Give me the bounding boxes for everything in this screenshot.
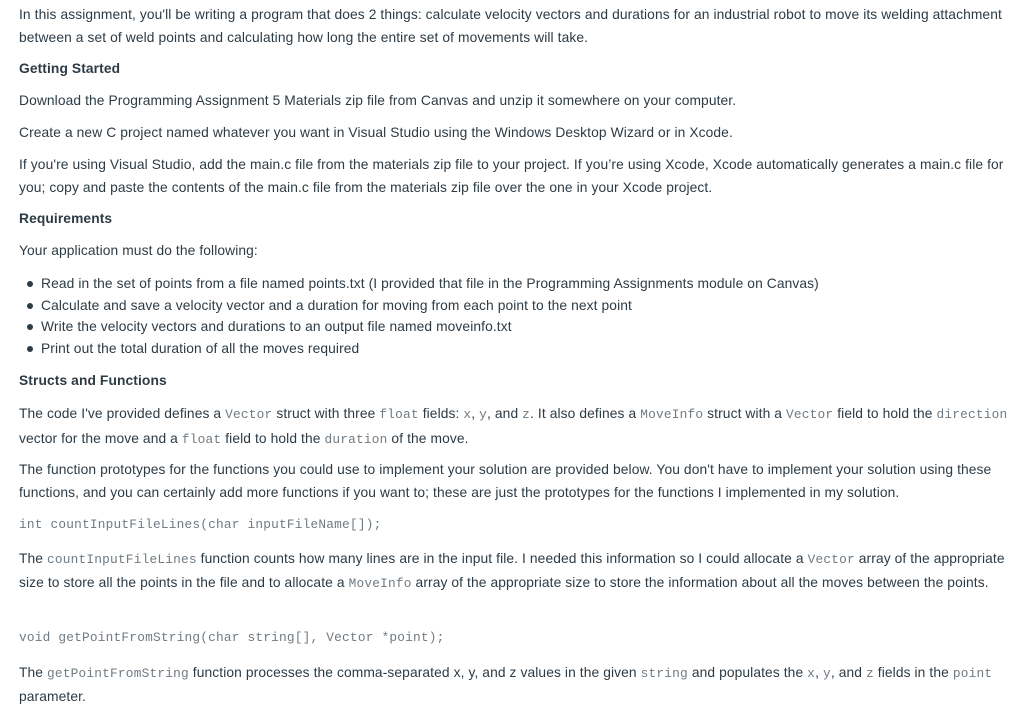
text: struct with three <box>272 406 380 421</box>
text: and populates the <box>687 665 808 680</box>
code-point: point <box>952 666 993 681</box>
code-direction: direction <box>936 407 1008 422</box>
prototypes-paragraph: The function prototypes for the functions you could use to implement your solution are provided below. You don't have to implement your solution using these functions, and you can certainly add more functions if you want to; these are just the prototypes for the functions I implemented in my solution. <box>19 462 992 500</box>
text: , <box>471 406 480 421</box>
code-z: z <box>865 666 874 681</box>
text: fields: <box>418 406 464 421</box>
code-count-input-file-lines: countInputFileLines <box>47 552 197 567</box>
text: struct with a <box>703 406 787 421</box>
text: , <box>815 665 823 680</box>
requirements-heading: Requirements <box>19 211 113 226</box>
code-vector: Vector <box>225 407 273 422</box>
code-z: z <box>522 407 531 422</box>
text: field to hold the <box>221 430 325 446</box>
code-float: float <box>379 407 419 422</box>
text: function counts how many lines are in the input file. I needed this information so I could allocate a <box>196 551 808 566</box>
code-x: x <box>463 407 472 422</box>
list-item: Calculate and save a velocity vector and a duration for moving from each point to the next point <box>19 295 1009 317</box>
code-y: y <box>822 666 831 681</box>
text: array of the appropriate size to store all the points in the file and to allocate a <box>19 551 1005 591</box>
text: The <box>19 551 48 566</box>
text: parameter. <box>19 689 86 705</box>
code-get-point-from-string: getPointFromString <box>47 666 189 681</box>
text: fields in the <box>873 665 953 680</box>
create-project-paragraph: Create a new C project named whatever you want in Visual Studio using the Windows Desktop Wizard or in Xcode. <box>19 125 733 140</box>
getting-started-heading: Getting Started <box>19 61 121 76</box>
text: vector for the move and a <box>19 430 182 446</box>
text: The <box>19 665 48 680</box>
structs-functions-heading: Structs and Functions <box>19 373 167 388</box>
text: , and <box>487 406 523 421</box>
get-point-paragraph <box>19 661 1009 709</box>
structs-paragraph <box>19 402 1009 451</box>
list-item: Print out the total duration of all the moves required <box>19 338 1009 360</box>
code-duration: duration <box>324 431 388 447</box>
text: The code I've provided defines a <box>19 406 226 421</box>
list-item: Write the velocity vectors and durations to an output file named moveinfo.txt <box>19 316 1009 338</box>
code-y: y <box>479 407 488 422</box>
text: of the move. <box>387 430 469 446</box>
text: , and <box>830 665 866 680</box>
intro-paragraph: In this assignment, you'll be writing a program that does 2 things: calculate velocity vectors and durations for an industrial robot to move its welding attachment between a set of weld points and calculating how long the entire set of movements will take. <box>19 7 1002 45</box>
list-item: Read in the set of points from a file named points.txt (I provided that file in the Programming Assignments module on Canvas) <box>19 273 1009 295</box>
text: . It also defines a <box>530 406 641 421</box>
code-moveinfo: MoveInfo <box>348 576 412 592</box>
code-moveinfo: MoveInfo <box>640 407 704 422</box>
requirements-intro: Your application must do the following: <box>19 243 258 258</box>
add-main-paragraph: If you're using Visual Studio, add the main.c file from the materials zip file to your project. If you’re using Xcode, Xcode automatically generates a main.c file for you; copy and paste the contents of the main.c file from the materials zip file over the one in your Xcode project. <box>19 157 1004 195</box>
prototype-get-point-from-string: void getPointFromString(char string[], Vector *point); <box>19 630 445 645</box>
code-x: x <box>807 666 816 681</box>
count-lines-paragraph <box>19 547 1009 596</box>
text: array of the appropriate size to store the information about all the moves between the points. <box>411 575 989 591</box>
code-vector: Vector <box>807 552 855 567</box>
text: field to hold the <box>833 406 937 421</box>
prototype-count-input-file-lines: int countInputFileLines(char inputFileName[]); <box>19 517 382 532</box>
code-string: string <box>640 666 688 681</box>
download-paragraph: Download the Programming Assignment 5 Materials zip file from Canvas and unzip it somewhere on your computer. <box>19 93 737 108</box>
requirements-list <box>19 273 1009 359</box>
code-float: float <box>181 431 222 447</box>
text: function processes the comma-separated x, y, and z values in the given <box>188 665 641 680</box>
code-vector: Vector <box>786 407 834 422</box>
